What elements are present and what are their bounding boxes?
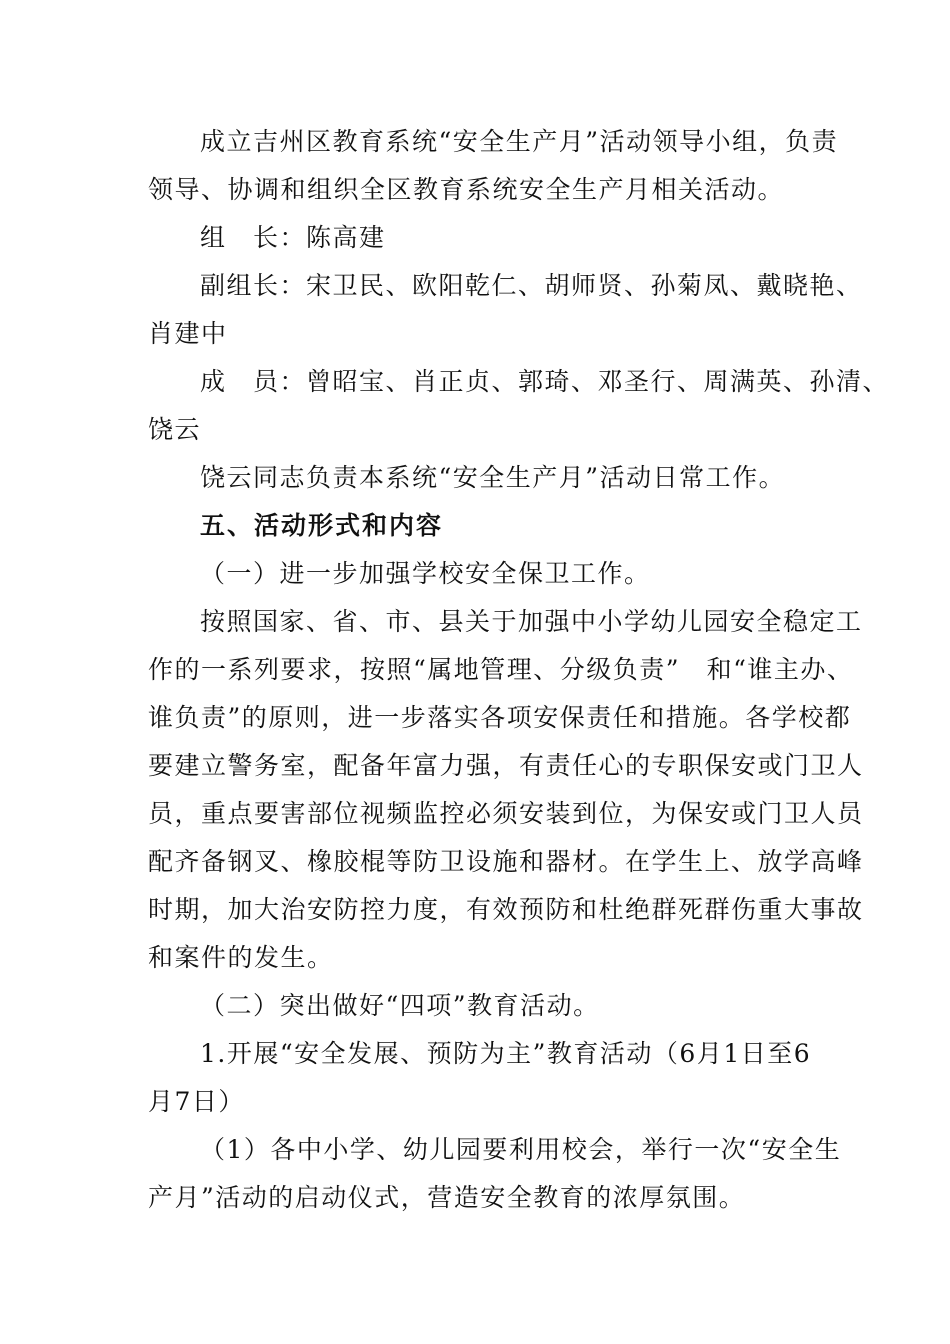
item-one-line-1: （1）各中小学、幼儿园要利用校会，举行一次“安全生 [200,1135,842,1164]
deputy-leaders-line-1: 副组长：宋卫民、欧阳乾仁、胡师贤、孙菊凤、戴晓艳、 [200,271,863,300]
subsection-heading-two: （二）突出做好“四项”教育活动。 [200,991,600,1020]
security-paragraph-line-7: 时期，加大治安防控力度，有效预防和杜绝群死群伤重大事故 [148,895,864,924]
activity-one-line-2: 月7日） [148,1087,245,1116]
activity-one-line-1: 1.开展“安全发展、预防为主”教育活动（6月1日至6 [200,1039,812,1068]
daily-work-line: 饶云同志负责本系统“安全生产月”活动日常工作。 [200,463,786,492]
security-paragraph-line-1: 按照国家、省、市、县关于加强中小学幼儿园安全稳定工 [200,607,863,636]
paragraph-leading-group-line-2: 领导、协调和组织全区教育系统安全生产月相关活动。 [148,175,785,204]
security-paragraph-line-4: 要建立警务室，配备年富力强，有责任心的专职保安或门卫人 [148,751,864,780]
group-leader-line: 组 长：陈高建 [200,223,386,252]
members-line-2: 饶云 [148,415,202,444]
security-paragraph-line-3: 谁负责”的原则，进一步落实各项安保责任和措施。各学校都 [148,703,852,732]
security-paragraph-line-5: 员，重点要害部位视频监控必须安装到位，为保安或门卫人员 [148,799,864,828]
members-line-1: 成 员：曾昭宝、肖正贞、郭琦、邓圣行、周满英、孙清、 [200,367,890,396]
security-paragraph-line-6: 配齐备钢叉、橡胶棍等防卫设施和器材。在学生上、放学高峰 [148,847,864,876]
item-one-line-2: 产月”活动的启动仪式，营造安全教育的浓厚氛围。 [148,1183,746,1212]
deputy-leaders-line-2: 肖建中 [148,319,228,348]
security-paragraph-line-8: 和案件的发生。 [148,943,334,972]
section-heading-five: 五、活动形式和内容 [200,511,444,540]
subsection-heading-one: （一）进一步加强学校安全保卫工作。 [200,559,651,588]
security-paragraph-line-2: 作的一系列要求，按照“属地管理、分级负责” 和“谁主办、 [148,655,854,684]
paragraph-leading-group-line-1: 成立吉州区教育系统“安全生产月”活动领导小组，负责 [200,127,839,156]
